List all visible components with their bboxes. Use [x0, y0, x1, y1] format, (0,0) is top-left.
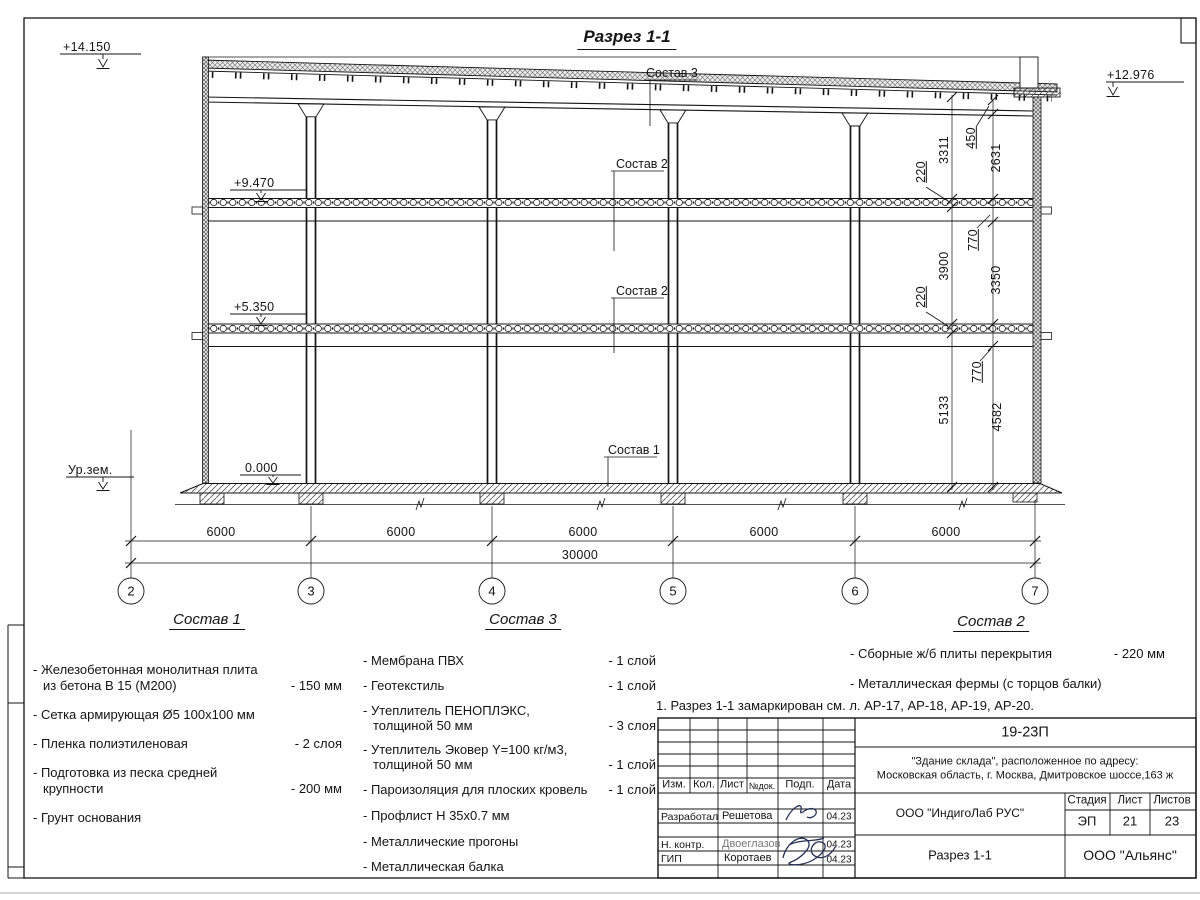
dim-bay-1: 6000 — [206, 525, 236, 539]
grid-bubble-5: 5 — [669, 583, 677, 599]
tb-name-gip: Коротаев — [724, 852, 772, 864]
legend-item: - Подготовка из песка средней — [33, 765, 218, 780]
legend-item: - Металлическая фермы (с торцов балки) — [850, 676, 1102, 691]
tb-date-gip: 04.23 — [826, 854, 852, 866]
legend-item: крупности — [43, 781, 104, 796]
tb-sheet-value: 21 — [1122, 813, 1138, 829]
tb-date-developer: 04.23 — [826, 811, 852, 823]
tb-sheets-label: Листов — [1153, 794, 1191, 807]
legend-item: - Утеплитель Эковер Y=100 кг/м3, — [363, 742, 568, 757]
vdim-3900: 3900 — [936, 251, 951, 281]
legend-item-value: - 2 слоя — [294, 736, 342, 751]
tb-object-line1: "Здание склада", расположенное по адресу: — [911, 755, 1139, 768]
elevation-top-left: +14.150 — [63, 40, 111, 54]
legend-item: - Металлическая балка — [363, 859, 504, 874]
vdim-770-upper: 770 — [965, 229, 980, 251]
legend-item: - Пароизоляция для плоских кровель — [363, 782, 588, 797]
ground-level-label: Ур.зем. — [68, 463, 113, 477]
legend-item-value: - 150 мм — [290, 678, 342, 693]
tb-stage-label: Стадия — [1067, 794, 1107, 807]
legend-sostav1-title: Состав 1 — [169, 611, 245, 630]
legend-item-value: - 3 слоя — [608, 718, 656, 733]
dim-bay-5: 6000 — [931, 525, 961, 539]
tb-name-developer: Решетова — [722, 810, 773, 822]
legend-item: - Металлические прогоны — [363, 834, 519, 849]
legend-item-value: - 220 мм — [1113, 646, 1165, 661]
legend-item-value: - 1 слой — [608, 782, 656, 797]
legend-item: - Грунт основания — [33, 810, 142, 825]
tb-sheet-title: Разрез 1-1 — [928, 847, 992, 863]
dim-total: 30000 — [561, 548, 599, 562]
legend-item: - Мембрана ПВХ — [363, 653, 464, 668]
callout-sostav-2b: Состав 2 — [616, 284, 668, 298]
legend-item-value: - 1 слой — [608, 757, 656, 772]
vdim-2631: 2631 — [988, 143, 1003, 173]
tb-stage-value: ЭП — [1077, 813, 1097, 829]
tb-header-podp: Подп. — [785, 778, 815, 791]
vdim-3350: 3350 — [988, 265, 1003, 295]
legend-item: - Железобетонная монолитная плита — [33, 662, 258, 677]
grid-bubble-2: 2 — [127, 583, 135, 599]
vdim-450: 450 — [963, 127, 978, 149]
legend-item-value: - 1 слой — [608, 653, 656, 668]
legend-item: из бетона В 15 (М200) — [43, 678, 177, 693]
dim-bay-2: 6000 — [386, 525, 416, 539]
vdim-5133: 5133 — [936, 395, 951, 425]
tb-sheets-value: 23 — [1164, 813, 1180, 829]
legend-item: - Сборные ж/б плиты перекрытия — [850, 646, 1053, 661]
grid-bubble-7: 7 — [1031, 583, 1039, 599]
grid-bubble-3: 3 — [307, 583, 315, 599]
tb-role-ncontrol: Н. контр. — [661, 839, 705, 851]
tb-header-data: Дата — [826, 778, 852, 791]
grid-bubble-4: 4 — [488, 583, 496, 599]
legend-item: толщиной 50 мм — [373, 757, 473, 772]
elevation-top-right: +12.976 — [1107, 68, 1155, 82]
elevation-floor2: +9.470 — [234, 176, 275, 190]
elevation-floor1: +5.350 — [234, 300, 275, 314]
drawing-title: Разрез 1-1 — [577, 27, 676, 50]
tb-role-gip: ГИП — [661, 853, 682, 865]
legend-item: - Сетка армирующая Ø5 100х100 мм — [33, 707, 255, 722]
dim-bay-3: 6000 — [568, 525, 598, 539]
tb-sheet-label: Лист — [1117, 794, 1143, 807]
vdim-770-lower: 770 — [969, 361, 984, 383]
tb-header-ndok: №док. — [748, 780, 776, 791]
drawing-note: 1. Разрез 1-1 замаркирован см. л. АР-17, АР-18, АР-19, АР-20. — [656, 698, 1034, 713]
tb-object-line2: Московская область, г. Москва, Дмитровское шоссе,163 ж — [876, 769, 1174, 782]
tb-org: ООО "Альянс" — [1083, 846, 1177, 863]
vdim-4582: 4582 — [989, 402, 1004, 432]
legend-sostav2-title: Состав 2 — [953, 613, 1029, 632]
tb-doc-number: 19-23П — [1001, 724, 1049, 741]
vdim-3311: 3311 — [936, 135, 951, 165]
tb-name-ncontrol: Двоеглазов — [722, 838, 781, 850]
tb-company: ООО "ИндигоЛаб РУС" — [895, 806, 1025, 821]
legend-item: - Пленка полиэтиленовая — [33, 736, 188, 751]
callout-sostav-1: Состав 1 — [608, 443, 660, 457]
vdim-220-upper: 220 — [913, 161, 928, 183]
legend-item: - Геотекстиль — [363, 678, 445, 693]
legend-item: - Профлист Н 35х0.7 мм — [363, 808, 510, 823]
tb-header-kol: Кол. — [693, 778, 715, 791]
legend-item-value: - 200 мм — [290, 781, 342, 796]
callout-sostav-3: Состав 3 — [646, 66, 698, 80]
legend-item-value: - 1 слой — [608, 678, 656, 693]
vdim-220-lower: 220 — [913, 286, 928, 308]
tb-header-izm: Изм. — [662, 778, 686, 791]
tb-date-ncontrol: 04.23 — [826, 839, 852, 851]
elevation-zero: 0.000 — [245, 461, 278, 475]
callout-sostav-2a: Состав 2 — [616, 157, 668, 171]
legend-item: толщиной 50 мм — [373, 718, 473, 733]
legend-item: - Утеплитель ПЕНОПЛЭКС, — [363, 703, 530, 718]
dim-bay-4: 6000 — [749, 525, 779, 539]
legend-sostav3-title: Состав 3 — [485, 611, 561, 630]
grid-bubble-6: 6 — [851, 583, 859, 599]
tb-header-list: Лист — [720, 778, 744, 791]
tb-role-developer: Разработал — [661, 811, 719, 823]
